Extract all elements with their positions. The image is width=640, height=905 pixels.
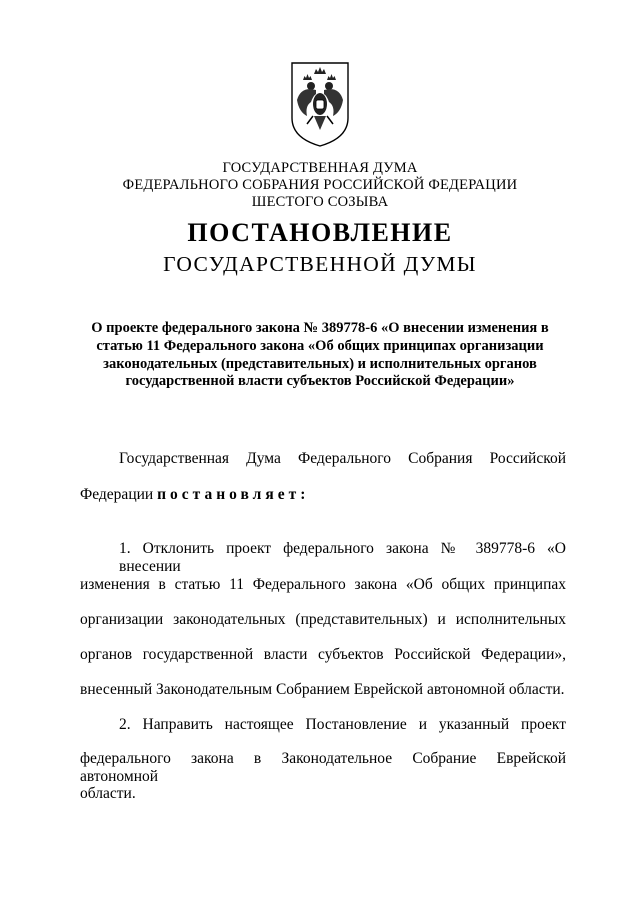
item1-line3: организации законодательных (представительных) и исполнительных xyxy=(80,611,566,628)
preamble-resolves: постановляет: xyxy=(157,486,310,503)
item1-line5: внесенный Законодательным Собранием Еврейской автономной области. xyxy=(80,681,565,698)
preamble-federation: Федерации xyxy=(80,486,154,503)
subject-line4: государственной власти субъектов Российской Федерации» xyxy=(125,373,515,389)
item1-line4: органов государственной власти субъектов Российской Федерации», xyxy=(80,646,566,663)
document-title: ПОСТАНОВЛЕНИЕ xyxy=(187,218,453,247)
subject-line2: статью 11 Федерального закона «Об общих принципах организации xyxy=(96,338,544,354)
document-subtitle: ГОСУДАРСТВЕННОЙ ДУМЫ xyxy=(163,252,477,276)
item2-line2: федерального закона в Законодательное Собрание Еврейской автономной xyxy=(80,750,566,785)
convocation-line: ШЕСТОГО СОЗЫВА xyxy=(251,194,389,210)
org-name-line2: ФЕДЕРАЛЬНОГО СОБРАНИЯ РОССИЙСКОЙ ФЕДЕРАЦИИ xyxy=(122,177,518,193)
item2-line3: области. xyxy=(80,785,136,802)
preamble-line2 xyxy=(80,486,566,504)
coat-of-arms-icon xyxy=(289,60,351,148)
subject-line1: О проекте федерального закона № 389778-6 «О внесении изменения в xyxy=(91,320,549,336)
item2-line1: 2. Направить настоящее Постановление и указанный проект xyxy=(119,716,566,733)
subject-line3: законодательных (представительных) и исполнительных органов xyxy=(103,356,537,372)
org-name-line1: ГОСУДАРСТВЕННАЯ ДУМА xyxy=(222,160,418,176)
preamble-line1: Государственная Дума Федерального Собрания Российской xyxy=(119,450,566,467)
item1-line2: изменения в статью 11 Федерального закона «Об общих принципах xyxy=(80,576,566,593)
item1-line1: 1. Отклонить проект федерального закона № 389778-6 «О внесении xyxy=(119,540,566,575)
